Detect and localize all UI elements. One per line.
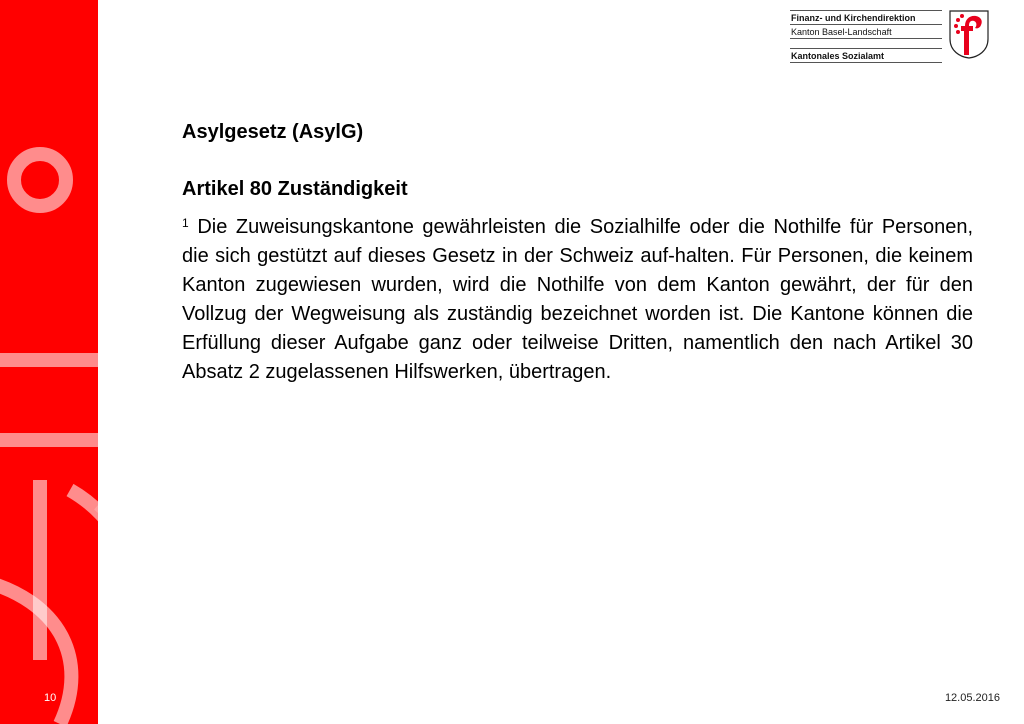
footer-date: 12.05.2016	[944, 692, 1000, 704]
article-heading: Artikel 80 Zuständigkeit	[182, 178, 408, 200]
canton-label: Kanton Basel-Landschaft	[791, 27, 892, 37]
directorate-label: Finanz- und Kirchendirektion	[791, 13, 916, 23]
page-title: Asylgesetz (AsylG)	[182, 121, 364, 143]
paragraph-number: 1	[182, 216, 189, 230]
slide-content	[182, 118, 973, 387]
article-paragraph	[182, 213, 973, 387]
paragraph-text: Die Zuweisungskantone gewährleisten die Sozialhilfe oder die Nothilfe für Personen, die sich gestützt auf dieses Gesetz in der Schweiz auf-halten. Für Personen, die keinem Kanton zugewiesen wurden, wird die Nothilfe von dem Kanton gewährt, der für den Vollzug der Wegweisung als zuständig bezeichnet worden ist. Die Kantone können die Erfüllung dieser Aufgabe ganz oder teilweise Dritten, namentlich den nach Artikel 30 Absatz 2 zugelassenen Hilfswerken, übertragen.	[182, 216, 974, 383]
office-label: Kantonales Sozialamt	[791, 51, 885, 61]
organization-header	[790, 10, 942, 63]
page-number: 10	[44, 692, 57, 704]
basel-landschaft-crest-icon	[948, 9, 990, 59]
